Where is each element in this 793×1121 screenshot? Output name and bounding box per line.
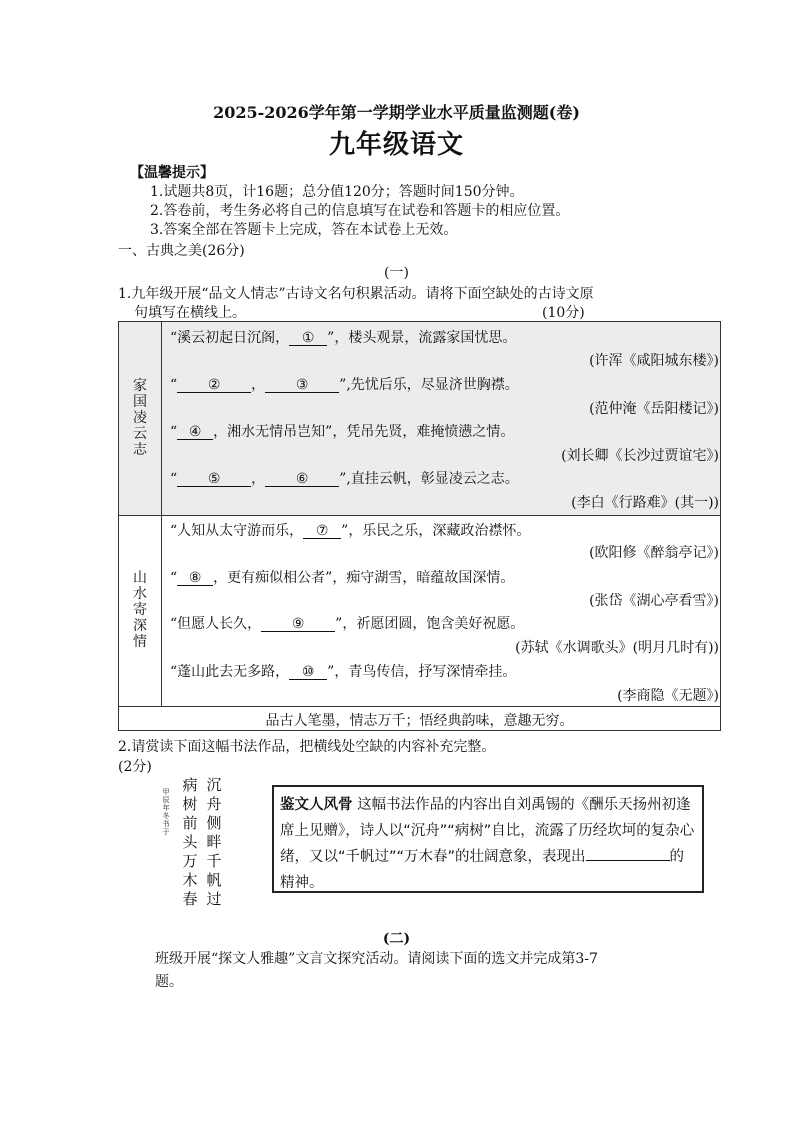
row-text: “蓬山此去无多路，	[170, 664, 290, 680]
row-text: ”,直挂云帆，彰显凌云之志。	[339, 471, 519, 487]
calligraphy-image	[158, 770, 238, 910]
table-divider	[161, 321, 162, 706]
answer-blank[interactable]: ②	[177, 378, 251, 393]
table-row	[170, 613, 524, 633]
row-text: ”，楼头观景，流露家国忧思。	[327, 330, 517, 346]
row-text: ”,先忧后乐，尽显济世胸襟。	[339, 377, 519, 393]
table-row	[170, 520, 530, 540]
question-1-text-cont: 句填写在横线上。	[134, 305, 246, 321]
exam-title: 2025-2026学年第一学期学业水平质量监测题(卷)	[213, 103, 580, 122]
question-2-score: (2分)	[118, 759, 152, 775]
question-2-box-text	[280, 792, 696, 896]
question-1-text: 1.九年级开展“品文人情志”古诗文名句积累活动。请将下面空缺处的古诗文原	[118, 286, 594, 302]
tip-item: 1.试题共8页，计16题；总分值120分；答题时间150分钟。	[150, 184, 524, 200]
answer-blank[interactable]	[586, 860, 670, 861]
row-text: “	[170, 471, 178, 487]
row-source: (范仲淹《岳阳楼记》)	[589, 401, 719, 417]
row-text: ，	[251, 377, 266, 393]
answer-blank[interactable]: ⑦	[303, 524, 341, 539]
calligraphy-column-1: 沉舟侧畔千帆过	[206, 776, 222, 908]
table-row	[170, 327, 516, 347]
row-source: (刘长卿《长沙过贾谊宅》)	[561, 448, 719, 464]
answer-blank[interactable]: ⑩	[289, 665, 327, 680]
group-label-1: 家国凌云志	[133, 378, 147, 458]
table-row	[170, 567, 514, 587]
row-text: ，	[251, 471, 266, 487]
row-text: “但愿人长久，	[170, 616, 262, 632]
question-1-score: (10分)	[542, 305, 585, 321]
answer-blank[interactable]: ⑧	[177, 571, 213, 586]
subject-title: 九年级语文	[328, 130, 464, 160]
row-source: (李白《行路难》(其一))	[571, 495, 719, 511]
row-source: (苏轼《水调歌头》(明月几时有))	[515, 640, 719, 656]
calligraphy-column-2: 病树前头万木春	[182, 776, 198, 908]
row-text: “	[170, 424, 178, 440]
row-source: (许浑《咸阳城东楼》)	[589, 353, 719, 369]
table-row	[170, 374, 519, 394]
row-text: ，更有痴似相公者”，痴守湖雪，暗蕴故国深情。	[213, 570, 515, 586]
row-text: ”，乐民之乐，深藏政治襟怀。	[341, 523, 531, 539]
answer-blank[interactable]: ③	[265, 378, 339, 393]
table-row	[170, 421, 514, 441]
answer-blank[interactable]: ①	[289, 331, 327, 346]
answer-blank[interactable]: ⑤	[177, 472, 251, 487]
table-divider	[118, 706, 721, 707]
tips-heading: 【温馨提示】	[130, 165, 214, 181]
part-label: (二)	[382, 931, 411, 947]
row-text: “	[170, 570, 178, 586]
answer-blank[interactable]: ⑥	[265, 472, 339, 487]
box-end: 的精神。	[280, 849, 685, 891]
table-footer: 品古人笔墨，情志万千；悟经典韵味，意趣无穷。	[265, 713, 574, 729]
table-row	[170, 468, 519, 488]
row-text: ，湘水无情吊岂知”，凭吊先贤，难掩愤懑之情。	[213, 424, 515, 440]
row-text: “人知从太守游而乐，	[170, 523, 304, 539]
row-text: ”，祈愿团圆，饱含美好祝愿。	[335, 616, 525, 632]
section-2-intro-cont: 题。	[155, 974, 183, 990]
answer-blank[interactable]: ④	[177, 425, 213, 440]
box-lead: 鉴文人风骨	[280, 797, 353, 813]
question-2-text: 2.请赏读下面这幅书法作品，把横线处空缺的内容补充完整。	[118, 739, 496, 755]
row-text: “溪云初起日沉阁，	[170, 330, 290, 346]
row-text: “	[170, 377, 178, 393]
part-label: (一)	[384, 265, 409, 281]
row-source: (李商隐《无题》)	[617, 688, 719, 704]
row-source: (欧阳修《醉翁亭记》)	[589, 545, 719, 561]
group-label-2: 山水寄深情	[133, 570, 147, 650]
table-row	[170, 661, 516, 681]
tip-item: 3.答案全部在答题卡上完成，答在本试卷上无效。	[150, 222, 458, 238]
section-title: 一、古典之美(26分)	[118, 243, 245, 259]
section-2-intro: 班级开展“探文人雅趣”文言文探究活动。请阅读下面的选文并完成第3-7	[155, 951, 598, 967]
box-body: 这幅书法作品的内容出自刘禹锡的《酬乐天扬州初逢席上见赠》，诗人以“沉舟”“病树”自比，流露了历经坎坷的复杂心绪，又以“千帆过”“万木春”的壮阔意象，表现出	[280, 797, 695, 865]
row-source: (张岱《湖心亭看雪》)	[589, 593, 719, 609]
answer-blank[interactable]: ⑨	[261, 617, 335, 632]
calligraphy-inscription: 甲辰年冬书于	[162, 788, 170, 836]
tip-item: 2.答卷前，考生务必将自己的信息填写在试卷和答题卡的相应位置。	[150, 203, 570, 219]
row-text: ”，青鸟传信，抒写深情牵挂。	[327, 664, 517, 680]
